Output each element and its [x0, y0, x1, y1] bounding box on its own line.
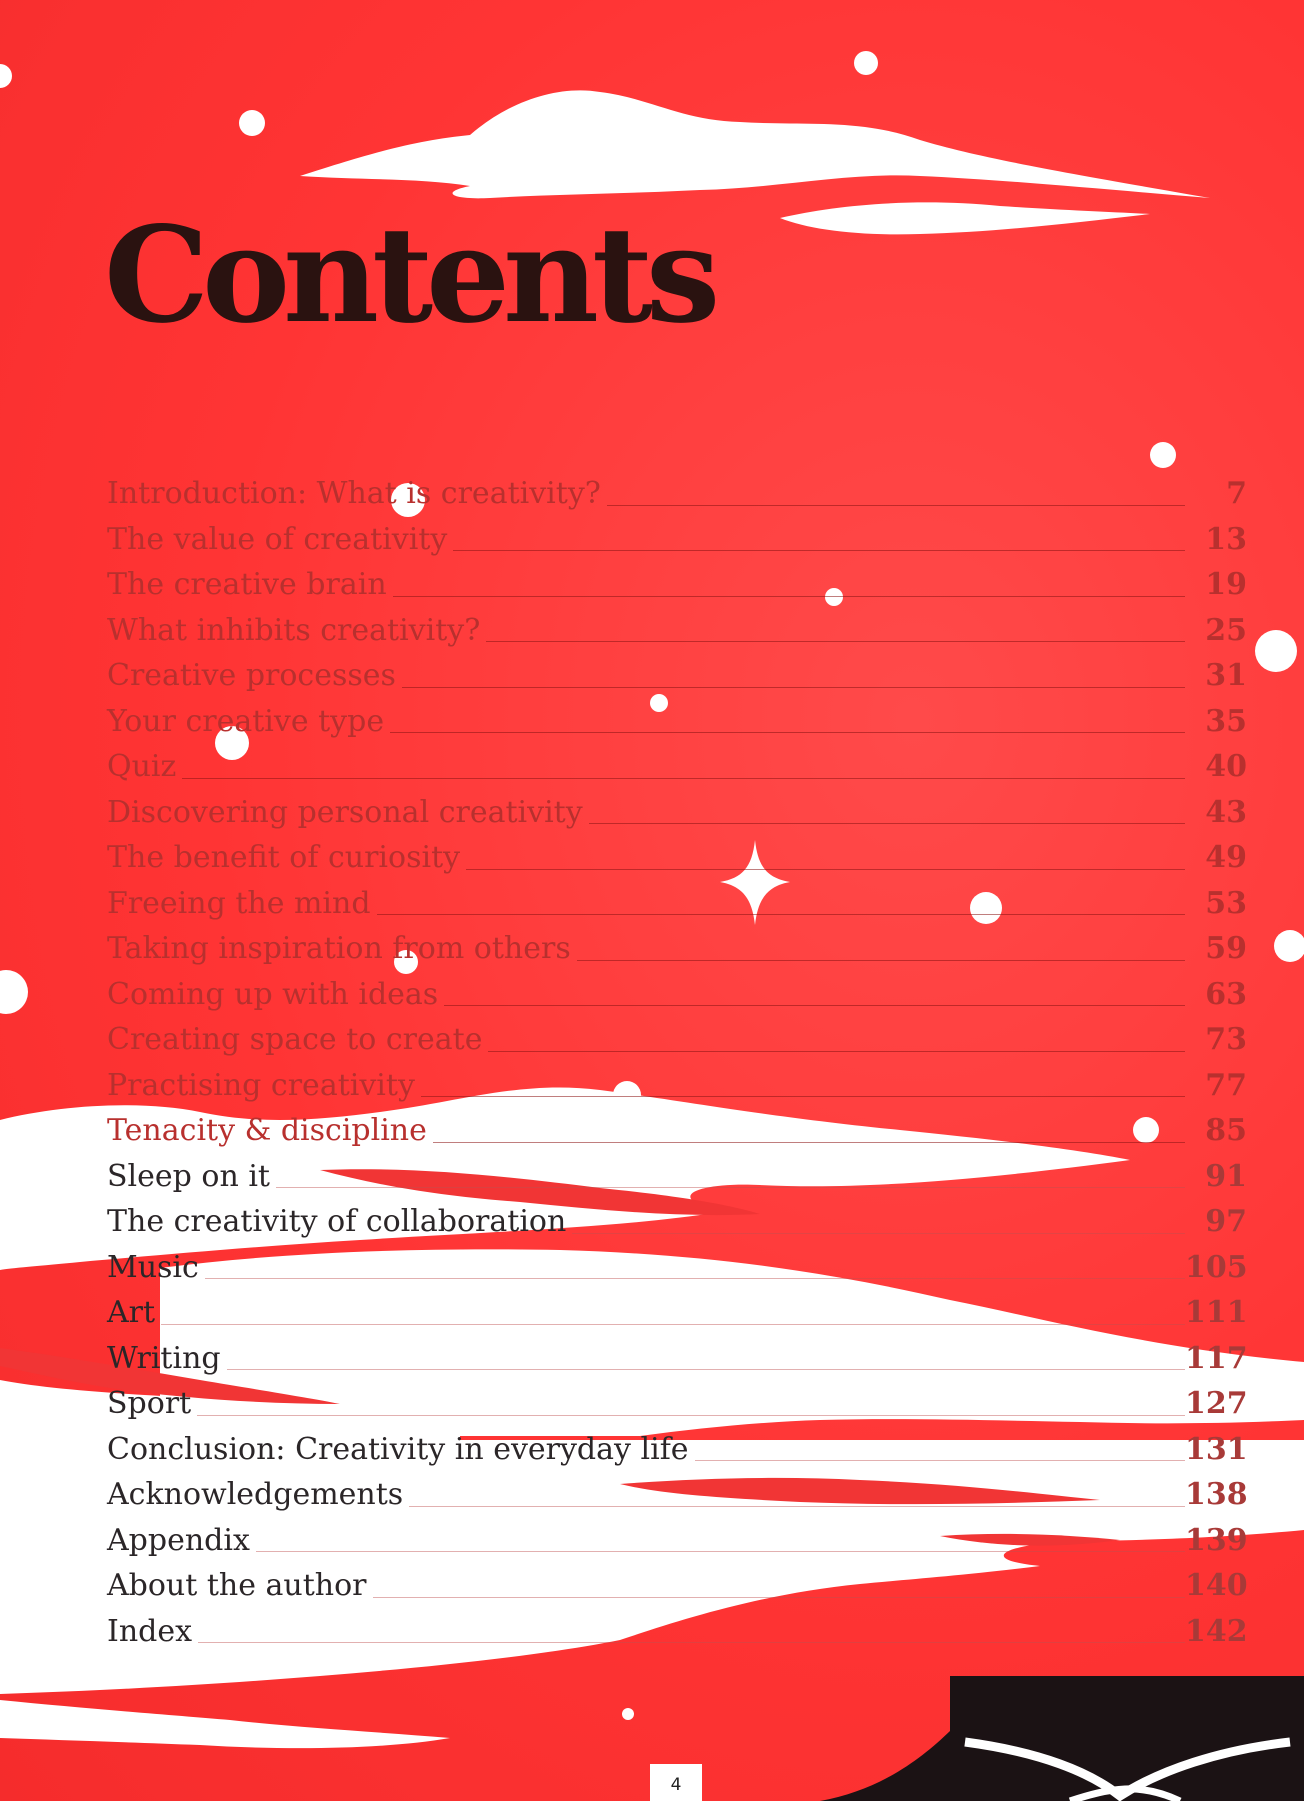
toc-entry	[107, 1604, 1247, 1650]
toc-entry	[107, 785, 1247, 831]
top-cloud-streak	[780, 202, 1150, 234]
toc-entry	[107, 1149, 1247, 1195]
toc-entry-page: 127	[1185, 1386, 1248, 1421]
toc-entry-title: Quiz	[107, 749, 177, 784]
top-cloud	[300, 90, 1210, 198]
toc-entry	[107, 1331, 1247, 1377]
toc-entry-page: 131	[1185, 1431, 1248, 1467]
toc-leader-line	[205, 1278, 1185, 1279]
toc-entry	[107, 739, 1247, 785]
toc-leader-line	[390, 732, 1185, 733]
toc-entry	[107, 603, 1247, 649]
toc-entry	[107, 1558, 1247, 1604]
toc-entry-title: About the author	[107, 1568, 367, 1603]
toc-entry-page: 73	[1205, 1022, 1247, 1057]
toc-leader-line	[486, 641, 1185, 642]
toc-entry-page: 53	[1205, 885, 1247, 921]
toc-leader-line	[453, 550, 1185, 551]
toc-entry-title: Introduction: What is creativity?	[107, 476, 601, 511]
toc-leader-line	[572, 1233, 1185, 1234]
toc-entry-title: Sport	[107, 1386, 192, 1421]
page-number: 4	[650, 1764, 702, 1801]
toc-leader-line	[377, 914, 1185, 915]
toc-entry-title: The value of creativity	[107, 521, 448, 557]
toc-leader-line	[433, 1142, 1185, 1143]
toc-entry-page: 97	[1205, 1204, 1247, 1239]
toc-leader-line	[488, 1051, 1185, 1052]
toc-entry-title: What inhibits creativity?	[107, 612, 481, 648]
toc-leader-line	[402, 687, 1185, 688]
toc-entry	[107, 1240, 1247, 1286]
toc-entry-page: 142	[1185, 1613, 1248, 1649]
toc-leader-line	[197, 1415, 1185, 1416]
toc-entry-page: 140	[1185, 1568, 1248, 1603]
toc-entry-title: Appendix	[107, 1522, 250, 1558]
toc-leader-line	[256, 1551, 1185, 1552]
toc-entry	[107, 1058, 1247, 1104]
toc-entry-title: Music	[107, 1249, 199, 1285]
toc-entry	[107, 1513, 1247, 1559]
toc-entry-title: The benefit of curiosity	[107, 840, 461, 875]
toc-leader-line	[577, 960, 1185, 961]
toc-entry-title: Tenacity & discipline	[107, 1113, 427, 1148]
toc-entry-page: 91	[1205, 1158, 1247, 1194]
toc-entry	[107, 876, 1247, 922]
toc-entry	[107, 1376, 1247, 1422]
toc-entry-title: Taking inspiration from others	[107, 931, 571, 966]
toc-entry-title: Writing	[107, 1340, 221, 1376]
toc-entry	[107, 830, 1247, 876]
toc-entry-title: Practising creativity	[107, 1067, 415, 1103]
toc-entry-title: Coming up with ideas	[107, 976, 439, 1012]
toc-entry-page: 111	[1185, 1295, 1248, 1330]
toc-entry-page: 35	[1205, 703, 1247, 739]
toc-leader-line	[198, 1642, 1185, 1643]
toc-entry-title: Sleep on it	[107, 1158, 270, 1194]
toc-entry-title: Creating space to create	[107, 1022, 483, 1057]
toc-entry	[107, 1467, 1247, 1513]
toc-entry-page: 49	[1205, 840, 1247, 875]
toc-entry-title: The creative brain	[107, 567, 387, 602]
toc-entry-page: 117	[1185, 1340, 1248, 1376]
toc-entry	[107, 1285, 1247, 1331]
toc-entry-page: 63	[1205, 976, 1247, 1012]
toc-entry	[107, 921, 1247, 967]
toc-leader-line	[373, 1597, 1186, 1598]
toc-leader-line	[421, 1096, 1185, 1097]
toc-entry-page: 105	[1185, 1249, 1248, 1285]
toc-leader-line	[589, 823, 1185, 824]
toc-entry	[107, 1103, 1247, 1149]
toc-entry-title: Art	[107, 1295, 156, 1330]
toc-entry	[107, 512, 1247, 558]
toc-entry	[107, 1012, 1247, 1058]
cloud-band-6	[0, 1700, 450, 1748]
toc-entry-page: 59	[1205, 931, 1247, 966]
toc-entry-page: 77	[1205, 1067, 1247, 1103]
toc-entry-title: Acknowledgements	[107, 1477, 404, 1512]
toc-entry-page: 7	[1226, 476, 1247, 511]
table-of-contents	[107, 466, 1247, 1649]
toc-entry-page: 19	[1205, 567, 1247, 602]
toc-leader-line	[607, 505, 1185, 506]
corner-graphic	[820, 1676, 1304, 1801]
toc-entry-title: Discovering personal creativity	[107, 794, 583, 830]
toc-entry-title: Conclusion: Creativity in everyday life	[107, 1431, 689, 1467]
toc-leader-line	[695, 1460, 1185, 1461]
toc-entry-title: Freeing the mind	[107, 885, 371, 921]
toc-leader-line	[182, 778, 1185, 779]
toc-leader-line	[276, 1187, 1185, 1188]
toc-entry-page: 139	[1185, 1522, 1248, 1558]
toc-leader-line	[444, 1005, 1185, 1006]
toc-entry	[107, 1194, 1247, 1240]
toc-entry-title: Creative processes	[107, 658, 396, 693]
toc-entry	[107, 648, 1247, 694]
toc-entry	[107, 967, 1247, 1013]
toc-entry-title: Your creative type	[107, 703, 385, 739]
toc-entry-page: 40	[1205, 749, 1247, 784]
toc-leader-line	[409, 1506, 1185, 1507]
page-title: Contents	[104, 198, 714, 353]
toc-leader-line	[393, 596, 1185, 597]
toc-leader-line	[227, 1369, 1185, 1370]
toc-entry-page: 31	[1205, 658, 1247, 693]
toc-leader-line	[466, 869, 1185, 870]
toc-entry-page: 25	[1205, 612, 1247, 648]
toc-entry	[107, 1422, 1247, 1468]
toc-entry	[107, 557, 1247, 603]
toc-entry-title: Index	[107, 1613, 193, 1649]
toc-leader-line	[161, 1324, 1185, 1325]
toc-entry-page: 85	[1205, 1113, 1247, 1148]
toc-entry-page: 138	[1185, 1477, 1248, 1512]
toc-entry-page: 13	[1205, 521, 1247, 557]
toc-entry	[107, 694, 1247, 740]
toc-entry-page: 43	[1205, 794, 1247, 830]
toc-entry-title: The creativity of collaboration	[107, 1204, 567, 1239]
toc-entry	[107, 466, 1247, 512]
